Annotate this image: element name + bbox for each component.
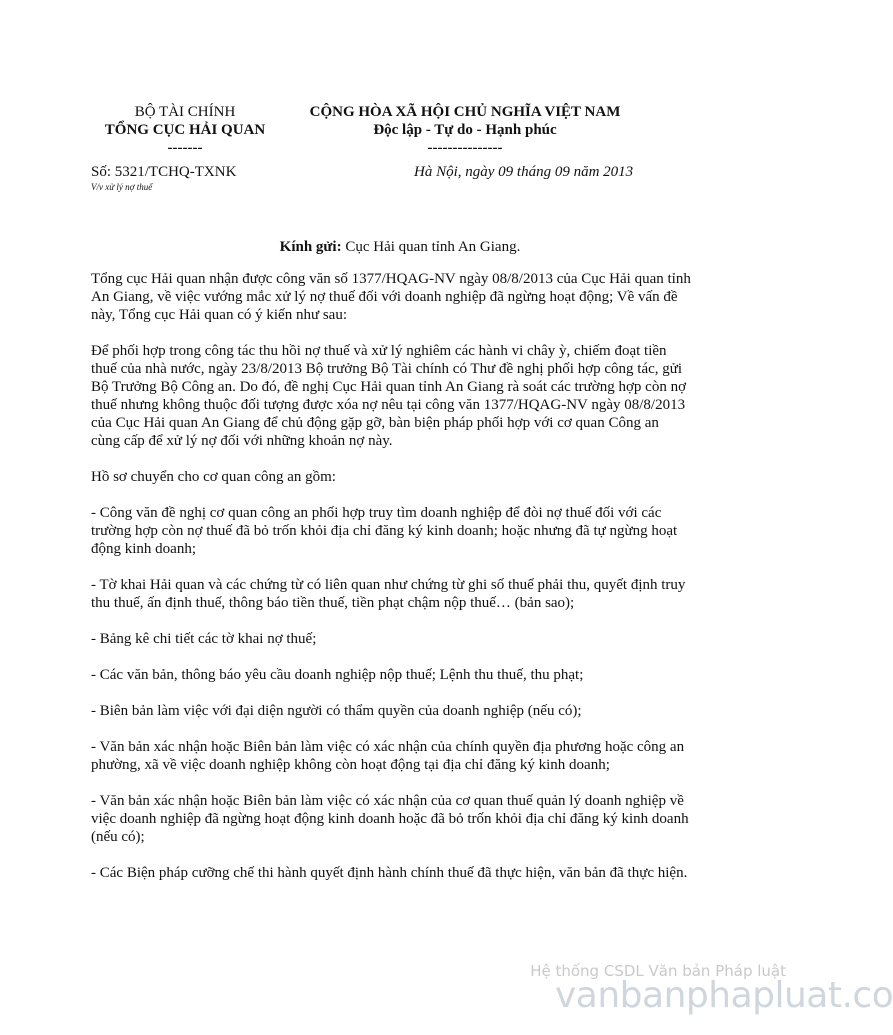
paragraph: Để phối hợp trong công tác thu hồi nợ thuế và xử lý nghiêm các hành vi chây ỳ, chiếm đoạt tiền thuế của nhà nước, ngày 23/8/2013 Bộ trưởng Bộ Tài chính có Thư đề nghị phối hợp công tác, gửi Bộ Trưởng Bộ Công an. Do đó, đề nghị Cục Hải quan tỉnh An Giang rà soát các trường hợp còn nợ thuế nhưng không thuộc đối tượng được xóa nợ nêu tại công văn 1377/HQAG-NV ngày 08/8/2013 của Cục Hải quan An Giang để chủ động gặp gỡ, bàn biện pháp phối hợp với cơ quan Công an cùng cấp để xử lý nợ đối với những khoản nợ này. [91,343,687,449]
list-item: - Bảng kê chi tiết các tờ khai nợ thuế; [91,631,317,647]
list-item: - Văn bản xác nhận hoặc Biên bản làm việc có xác nhận của chính quyền địa phương hoặc công an phường, xã về việc doanh nghiệp không còn hoạt động tại địa chỉ đăng ký kinh doanh; [91,739,685,773]
list-item: - Tờ khai Hải quan và các chứng từ có liên quan như chứng từ ghi số thuế phải thu, quyết định truy thu thuế, ấn định thuế, thông báo tiền thuế, tiền phạt chậm nộp thuế… (bản sao); [91,577,686,611]
recipient-name: Cục Hải quan tỉnh An Giang. [345,239,521,255]
list-item: - Các Biện pháp cưỡng chế thi hành quyết định hành chính thuế đã thực hiện, văn bản đã thực hiện. [91,865,688,881]
department-name: TỔNG CỤC HẢI QUAN [104,122,266,138]
document-number: Số: 5321/TCHQ-TXNK [91,164,237,180]
right-separator: --------------- [427,140,503,156]
watermark-site: vanbanphapluat.co [555,975,893,1016]
list-item: - Văn bản xác nhận hoặc Biên bản làm việc có xác nhận của cơ quan thuế quản lý doanh nghiệp về việc doanh nghiệp đã ngừng hoạt động kinh doanh hoặc đã bỏ trốn khỏi địa chỉ đăng ký kinh doanh (nếu có); [91,793,689,845]
recipient-line [0,239,800,256]
date-place: Hà Nội, ngày 09 tháng 09 năm 2013 [414,164,634,180]
list-item: - Công văn đề nghị cơ quan công an phối hợp truy tìm doanh nghiệp để đòi nợ thuế đối với các trường hợp còn nợ thuế đã bỏ trốn khỏi địa chỉ đăng ký kinh doanh; hoặc nhưng đã tự ngừng hoạt động kinh doanh; [91,505,678,557]
recipient-label: Kính gửi: [279,239,342,255]
ministry-name: BỘ TÀI CHÍNH [134,104,236,120]
issuing-authority [80,103,290,157]
paragraph: Hồ sơ chuyển cho cơ quan công an gồm: [91,469,336,485]
list-item: - Biên bản làm việc với đại diện người có thẩm quyền của doanh nghiệp (nếu có); [91,703,582,719]
watermark-caption: Hệ thống CSDL Văn bản Pháp luật [530,962,786,980]
document-body [91,270,691,900]
list-item: - Các văn bản, thông báo yêu cầu doanh nghiệp nộp thuế; Lệnh thu thuế, thu phạt; [91,667,584,683]
paragraph: Tổng cục Hải quan nhận được công văn số 1377/HQAG-NV ngày 08/8/2013 của Cục Hải quan tỉnh An Giang, về việc vướng mắc xử lý nợ thuế đối với doanh nghiệp đã ngừng hoạt động; Về vấn đề này, Tổng cục Hải quan có ý kiến như sau: [91,271,691,323]
country-name: CỘNG HÒA XÃ HỘI CHỦ NGHĨA VIỆT NAM [309,104,621,120]
national-heading [290,103,640,157]
document-subject: V/v xử lý nợ thuế [91,182,153,192]
motto: Độc lập - Tự do - Hạnh phúc [373,122,557,138]
left-separator: ------- [167,140,203,156]
